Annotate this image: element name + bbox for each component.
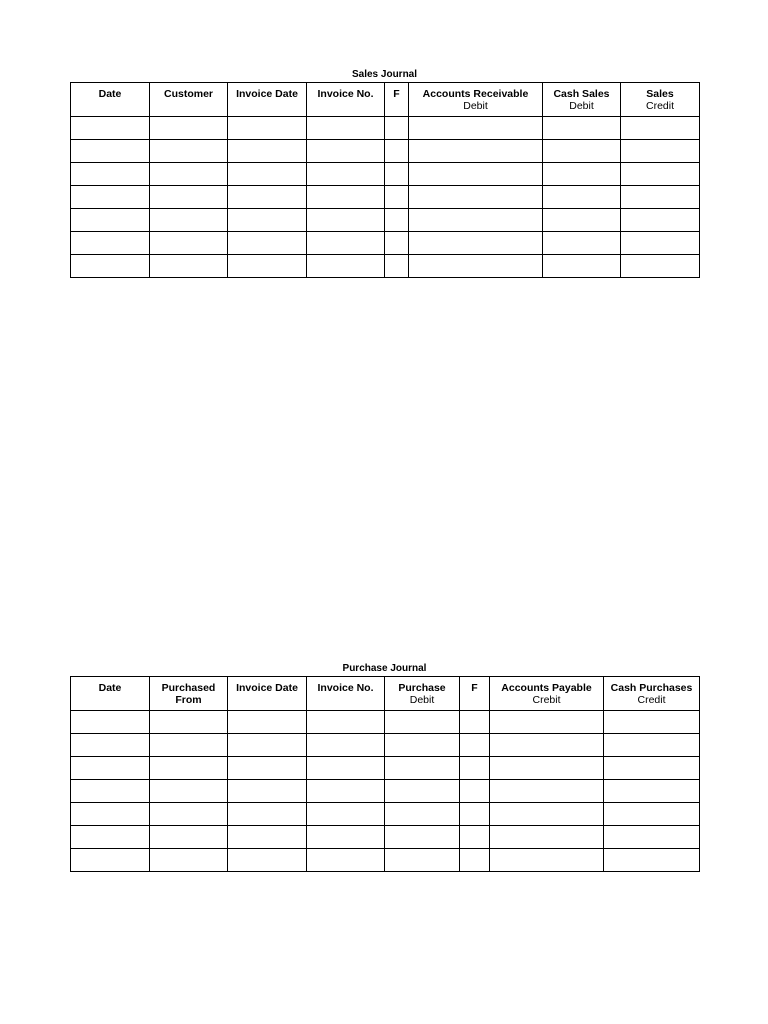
table-cell[interactable] (307, 209, 385, 232)
table-cell[interactable] (228, 140, 307, 163)
table-cell[interactable] (409, 186, 543, 209)
table-cell[interactable] (460, 826, 490, 849)
table-header-row (71, 83, 700, 117)
table-cell[interactable] (409, 163, 543, 186)
column-header-label: Sales (646, 88, 674, 100)
table-cell[interactable] (71, 163, 150, 186)
table-row (71, 140, 700, 163)
table-cell[interactable] (228, 163, 307, 186)
table-cell[interactable] (228, 186, 307, 209)
table-cell[interactable] (150, 140, 228, 163)
column-header-cash-sales (543, 83, 621, 117)
table-cell[interactable] (307, 711, 385, 734)
table-row (71, 826, 700, 849)
table-cell[interactable] (543, 140, 621, 163)
table-cell[interactable] (150, 163, 228, 186)
table-cell[interactable] (604, 780, 700, 803)
table-cell[interactable] (150, 757, 228, 780)
column-header-label: Purchased (161, 682, 216, 694)
column-header-label: Invoice No. (317, 88, 374, 100)
sales-journal-table (70, 82, 700, 278)
table-cell[interactable] (621, 140, 700, 163)
sales-journal-title: Sales Journal (351, 69, 418, 80)
sales-journal (70, 68, 699, 278)
table-cell[interactable] (228, 780, 307, 803)
column-header-sublabel: Credit (637, 694, 666, 706)
table-row (71, 255, 700, 278)
table-cell[interactable] (71, 232, 150, 255)
table-cell[interactable] (150, 186, 228, 209)
table-cell[interactable] (228, 255, 307, 278)
column-header-date (71, 83, 150, 117)
column-header-purchased-from (150, 677, 228, 711)
table-cell[interactable] (543, 255, 621, 278)
table-cell[interactable] (385, 780, 460, 803)
table-cell[interactable] (490, 757, 604, 780)
table-cell[interactable] (307, 255, 385, 278)
table-row (71, 232, 700, 255)
column-header-invoice-date (228, 83, 307, 117)
table-cell[interactable] (71, 186, 150, 209)
table-cell[interactable] (228, 757, 307, 780)
table-cell[interactable] (228, 803, 307, 826)
table-row (71, 757, 700, 780)
table-cell[interactable] (150, 826, 228, 849)
column-header-invoice-no (307, 83, 385, 117)
table-cell[interactable] (71, 140, 150, 163)
table-cell[interactable] (228, 849, 307, 872)
column-header-label: Invoice Date (236, 682, 298, 694)
column-header-cash-purchases (604, 677, 700, 711)
table-row (71, 734, 700, 757)
table-cell[interactable] (307, 163, 385, 186)
column-header-label: Cash Purchases (610, 682, 693, 694)
table-cell[interactable] (150, 209, 228, 232)
table-cell[interactable] (490, 826, 604, 849)
table-cell[interactable] (228, 232, 307, 255)
table-cell[interactable] (409, 232, 543, 255)
column-header-sublabel: Debit (569, 100, 594, 112)
column-header-label: Customer (163, 88, 213, 100)
table-cell[interactable] (385, 232, 409, 255)
table-cell[interactable] (150, 849, 228, 872)
table-cell[interactable] (604, 711, 700, 734)
column-header-folio (385, 83, 409, 117)
table-cell[interactable] (71, 209, 150, 232)
column-header-label: Accounts Payable (501, 682, 592, 694)
table-cell[interactable] (543, 163, 621, 186)
purchase-journal (70, 662, 699, 872)
table-cell[interactable] (228, 734, 307, 757)
table-cell[interactable] (71, 757, 150, 780)
table-cell[interactable] (385, 209, 409, 232)
column-header-accounts-receivable (409, 83, 543, 117)
column-header-label: Invoice Date (236, 88, 298, 100)
column-header-label: F (393, 88, 400, 100)
table-cell[interactable] (307, 117, 385, 140)
column-header-sales (621, 83, 700, 117)
column-header-sublabel: Debit (463, 100, 488, 112)
table-row (71, 780, 700, 803)
table-cell[interactable] (307, 232, 385, 255)
table-cell[interactable] (409, 117, 543, 140)
table-cell[interactable] (460, 849, 490, 872)
table-cell[interactable] (307, 803, 385, 826)
column-header-sublabel: From (175, 694, 202, 706)
table-cell[interactable] (71, 780, 150, 803)
table-cell[interactable] (621, 232, 700, 255)
table-cell[interactable] (71, 117, 150, 140)
table-cell[interactable] (71, 255, 150, 278)
column-header-label: Cash Sales (553, 88, 610, 100)
table-cell[interactable] (385, 255, 409, 278)
table-cell[interactable] (621, 186, 700, 209)
column-header-label: Accounts Receivable (422, 88, 529, 100)
table-cell[interactable] (71, 711, 150, 734)
table-row (71, 209, 700, 232)
purchase-journal-body (71, 711, 700, 872)
table-cell[interactable] (71, 826, 150, 849)
table-cell[interactable] (71, 734, 150, 757)
table-cell[interactable] (621, 209, 700, 232)
purchase-journal-table (70, 676, 700, 872)
column-header-label: F (471, 682, 478, 694)
table-cell[interactable] (150, 803, 228, 826)
column-header-folio (460, 677, 490, 711)
table-cell[interactable] (490, 711, 604, 734)
column-header-date (71, 677, 150, 711)
table-cell[interactable] (409, 140, 543, 163)
table-cell[interactable] (150, 780, 228, 803)
table-cell[interactable] (604, 826, 700, 849)
table-cell[interactable] (385, 163, 409, 186)
table-cell[interactable] (307, 780, 385, 803)
table-cell[interactable] (604, 734, 700, 757)
column-header-sublabel: Credit (645, 100, 674, 112)
table-cell[interactable] (460, 711, 490, 734)
column-header-purchase (385, 677, 460, 711)
column-header-invoice-no (307, 677, 385, 711)
column-header-customer (150, 83, 228, 117)
column-header-label: Date (98, 88, 122, 100)
table-cell[interactable] (150, 117, 228, 140)
purchase-journal-title: Purchase Journal (342, 663, 427, 674)
table-cell[interactable] (604, 803, 700, 826)
table-cell[interactable] (409, 209, 543, 232)
column-header-sublabel: Crebit (532, 694, 561, 706)
table-cell[interactable] (307, 849, 385, 872)
table-cell[interactable] (228, 826, 307, 849)
table-cell[interactable] (385, 803, 460, 826)
table-cell[interactable] (385, 711, 460, 734)
table-cell[interactable] (307, 826, 385, 849)
table-cell[interactable] (385, 734, 460, 757)
table-cell[interactable] (228, 711, 307, 734)
table-cell[interactable] (307, 140, 385, 163)
table-cell[interactable] (490, 803, 604, 826)
table-cell[interactable] (490, 849, 604, 872)
column-header-invoice-date (228, 677, 307, 711)
table-cell[interactable] (604, 757, 700, 780)
table-cell[interactable] (621, 163, 700, 186)
column-header-label: Purchase (398, 682, 446, 694)
table-cell[interactable] (543, 186, 621, 209)
table-row (71, 163, 700, 186)
table-cell[interactable] (385, 117, 409, 140)
table-cell[interactable] (307, 186, 385, 209)
table-cell[interactable] (228, 209, 307, 232)
column-header-sublabel: Debit (409, 694, 435, 706)
table-row (71, 803, 700, 826)
table-cell[interactable] (543, 209, 621, 232)
table-cell[interactable] (150, 255, 228, 278)
table-cell[interactable] (490, 734, 604, 757)
table-cell[interactable] (307, 734, 385, 757)
table-cell[interactable] (460, 734, 490, 757)
table-cell[interactable] (543, 117, 621, 140)
table-cell[interactable] (543, 232, 621, 255)
table-cell[interactable] (385, 826, 460, 849)
table-cell[interactable] (228, 117, 307, 140)
table-cell[interactable] (385, 140, 409, 163)
table-cell[interactable] (490, 780, 604, 803)
table-cell[interactable] (71, 803, 150, 826)
table-cell[interactable] (621, 117, 700, 140)
table-cell[interactable] (385, 186, 409, 209)
table-cell[interactable] (385, 849, 460, 872)
table-cell[interactable] (460, 757, 490, 780)
table-row (71, 849, 700, 872)
table-cell[interactable] (460, 780, 490, 803)
table-cell[interactable] (71, 849, 150, 872)
table-cell[interactable] (150, 734, 228, 757)
table-cell[interactable] (604, 849, 700, 872)
table-row (71, 117, 700, 140)
sales-journal-body (71, 117, 700, 278)
table-cell[interactable] (385, 757, 460, 780)
column-header-label: Date (98, 682, 122, 694)
table-cell[interactable] (150, 232, 228, 255)
table-row (71, 186, 700, 209)
table-cell[interactable] (460, 803, 490, 826)
table-cell[interactable] (307, 757, 385, 780)
table-cell[interactable] (621, 255, 700, 278)
table-row (71, 711, 700, 734)
column-header-accounts-payable (490, 677, 604, 711)
table-cell[interactable] (150, 711, 228, 734)
table-cell[interactable] (409, 255, 543, 278)
column-header-label: Invoice No. (317, 682, 374, 694)
table-header-row (71, 677, 700, 711)
